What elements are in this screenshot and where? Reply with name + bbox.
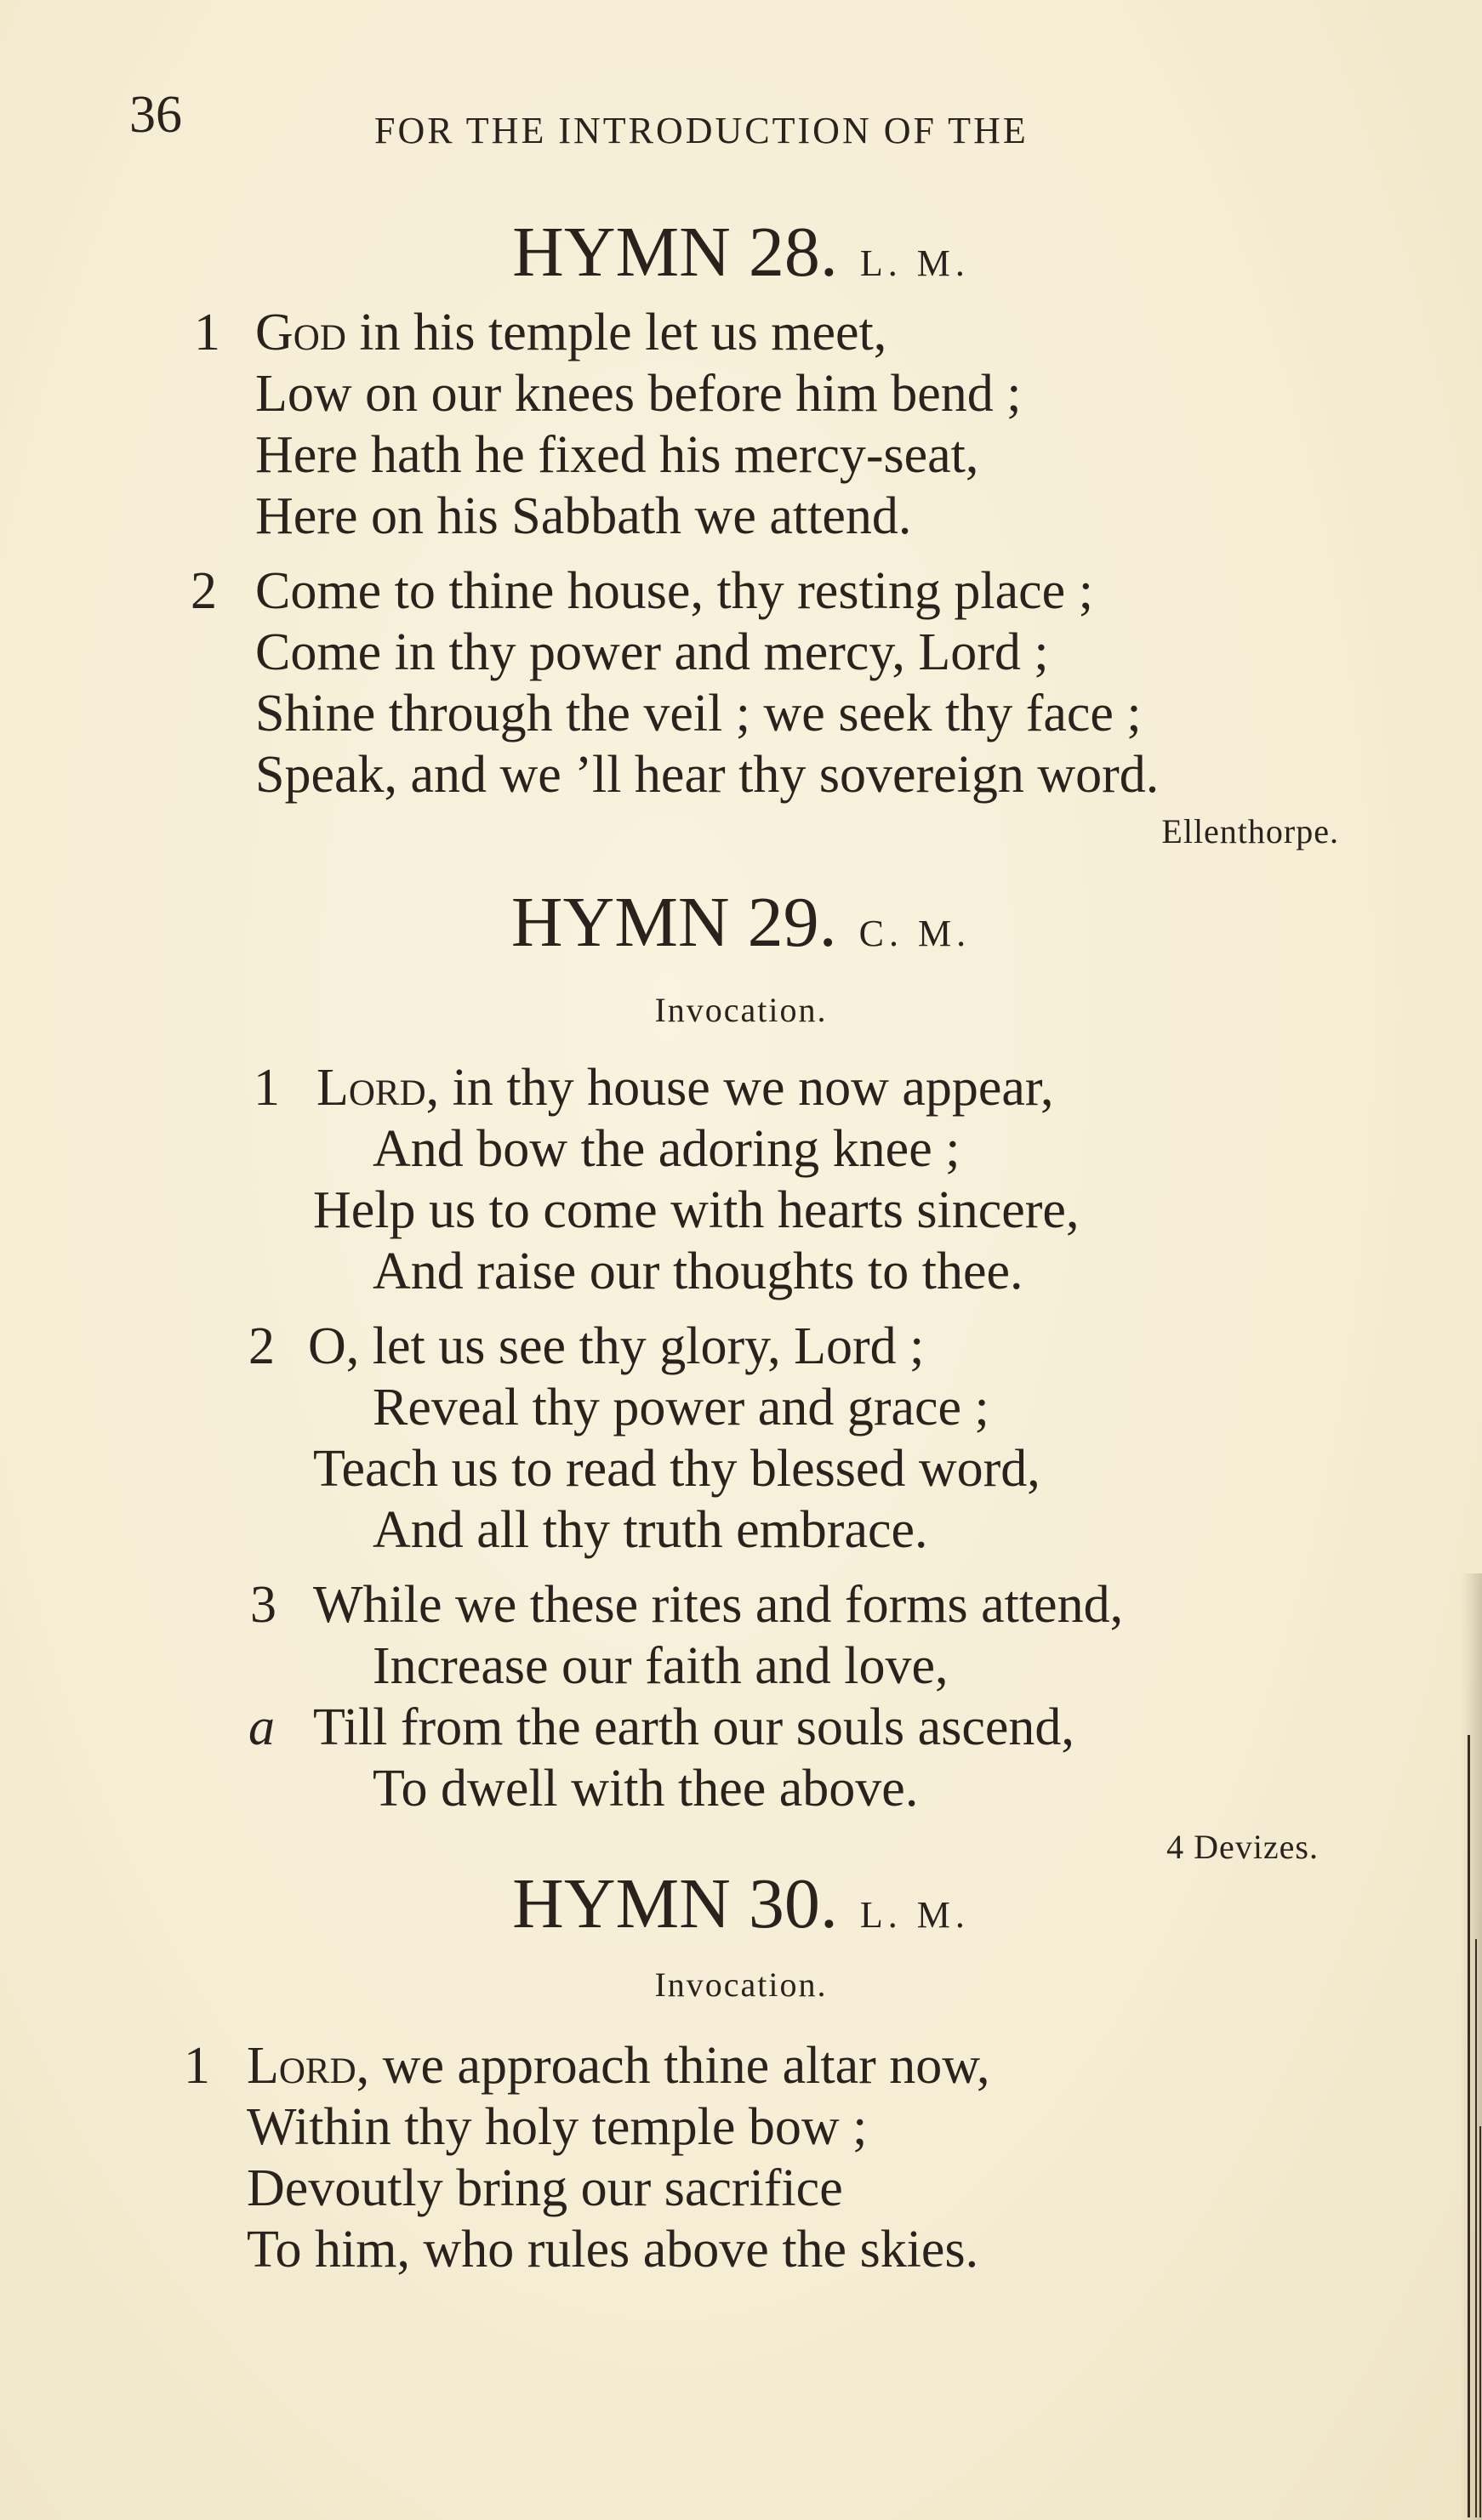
verse-line: Till from the earth our souls ascend, bbox=[313, 1698, 1074, 1756]
verse-line: Here on his Sabbath we attend. bbox=[255, 487, 912, 545]
verse-line: Within thy holy temple bow ; bbox=[247, 2098, 868, 2156]
verse-line: Increase our faith and love, bbox=[373, 1637, 949, 1695]
verse-line: Reveal thy power and grace ; bbox=[373, 1379, 989, 1436]
hymn-number: HYMN 29. bbox=[510, 883, 837, 962]
hymn-number: HYMN 28. bbox=[512, 213, 838, 292]
verse-line: Teach us to read thy blessed word, bbox=[313, 1440, 1040, 1498]
verse-line: God in his temple let us meet, bbox=[255, 304, 887, 361]
running-head: FOR THE INTRODUCTION OF THE bbox=[374, 110, 1029, 151]
hymn-number: HYMN 30. bbox=[512, 1864, 838, 1943]
verse-line: To dwell with thee above. bbox=[373, 1760, 919, 1817]
verse-line: Lord, we approach thine altar now, bbox=[247, 2037, 990, 2095]
hymn-meter: C. M. bbox=[858, 913, 972, 954]
verse-line: Come to thine house, thy resting place ; bbox=[255, 562, 1093, 620]
verse-line: And bow the adoring knee ; bbox=[373, 1120, 960, 1178]
page-edge-line bbox=[1468, 1735, 1470, 2517]
verse-line: Help us to come with hearts sincere, bbox=[313, 1181, 1080, 1239]
hymn-29-title bbox=[0, 881, 1482, 964]
verse-number: 2 bbox=[191, 562, 217, 620]
tune-name: 4 Devizes. bbox=[1166, 1828, 1319, 1866]
verse-line: And raise our thoughts to thee. bbox=[373, 1243, 1023, 1300]
verse-line: Come in thy power and mercy, Lord ; bbox=[255, 623, 1049, 681]
verse-number: 1 bbox=[184, 2037, 210, 2095]
verse-number: 1 bbox=[254, 1059, 280, 1117]
page-edge-line bbox=[1479, 2126, 1481, 2517]
verse-number: 1 bbox=[194, 304, 220, 361]
verse-number: 3 bbox=[250, 1576, 276, 1634]
verse-number: 2 bbox=[248, 1317, 275, 1375]
hymn-subtitle: Invocation. bbox=[654, 991, 828, 1029]
verse-line: Here hath he fixed his mercy-seat, bbox=[255, 426, 979, 484]
hymn-30-title bbox=[0, 1863, 1482, 1945]
dynamic-mark: a bbox=[248, 1698, 275, 1756]
verse-line: To him, who rules above the skies. bbox=[247, 2221, 979, 2278]
verse-line: Speak, and we ’ll hear thy sovereign word. bbox=[255, 746, 1160, 804]
page-edge-line bbox=[1475, 1939, 1477, 2517]
hymn-28-title bbox=[0, 211, 1482, 293]
verse-line: Low on our knees before him bend ; bbox=[255, 365, 1022, 423]
verse-line: Shine through the veil ; we seek thy face ; bbox=[255, 685, 1142, 742]
hymn-subtitle: Invocation. bbox=[654, 1965, 828, 2004]
page-number: 36 bbox=[129, 86, 182, 144]
page-header bbox=[0, 85, 1482, 162]
tune-name: Ellenthorpe. bbox=[1161, 812, 1339, 850]
verse-line: O, let us see thy glory, Lord ; bbox=[308, 1317, 925, 1375]
hymn-meter: L. M. bbox=[859, 242, 970, 284]
verse-line: While we these rites and forms attend, bbox=[313, 1576, 1124, 1634]
hymn-meter: L. M. bbox=[859, 1894, 970, 1936]
verse-line: Devoutly bring our sacrifice bbox=[247, 2159, 843, 2217]
verse-line: Lord, in thy house we now appear, bbox=[316, 1059, 1054, 1117]
verse-line: And all thy truth embrace. bbox=[373, 1501, 928, 1559]
